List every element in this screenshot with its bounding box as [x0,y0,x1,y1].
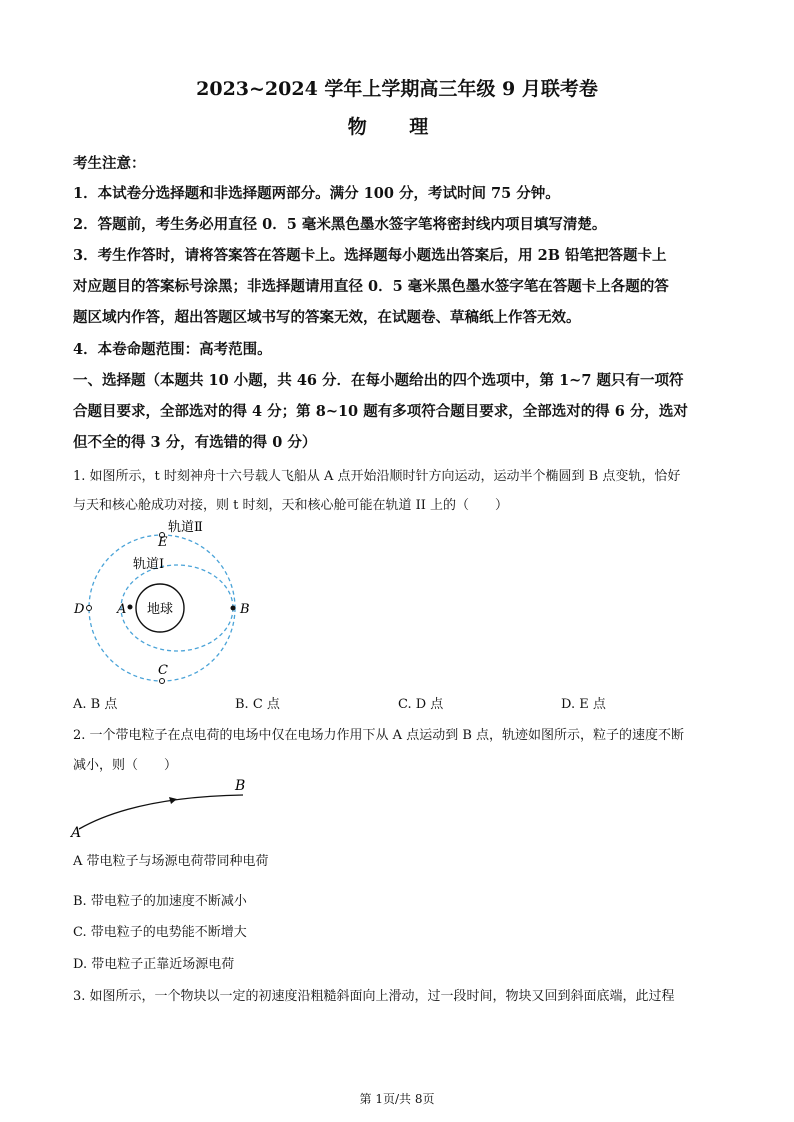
option-c: C. 带电粒子的电势能不断增大 [73,925,247,940]
notes-heading: 考生注意： [73,155,146,172]
label-a: A [71,825,82,841]
option-a: A 带电粒子与场源电荷带同种电荷 [73,854,269,869]
note-item: 题区域内作答，超出答题区域书写的答案无效，在试题卷、草稿纸上作答无效。 [73,309,581,326]
note-item: 1．本试卷分选择题和非选择题两部分。满分 100 分，考试时间 75 分钟。 [73,185,560,202]
question-2-text: 减小，则（ ） [73,758,178,773]
option-b: B. C 点 [235,697,280,712]
label-d: D [74,602,85,617]
orbit-i-label: 轨道Ⅰ [133,557,165,572]
subject-title: 物 理 [347,116,447,138]
orbit-diagram [60,515,290,690]
label-b: B [240,602,250,617]
point-b-marker [231,606,236,611]
earth-label: 地球 [146,602,174,617]
option-d: D. E 点 [561,697,606,712]
trajectory-curve [79,795,243,829]
point-a-marker [128,605,133,610]
orbit-ii-label: 轨道Ⅱ [168,520,203,535]
note-item: 3．考生作答时，请将答案答在答题卡上。选择题每小题选出答案后，用 2B 铅笔把答题卡上 [73,247,667,264]
option-d: D. 带电粒子正靠近场源电荷 [73,957,235,972]
question-2-text: 2. 一个带电粒子在点电荷的电场中仅在电场力作用下从 A 点运动到 B 点，轨迹如图所示，粒子的速度不断 [73,728,685,743]
note-item: 对应题目的答案标号涂黑；非选择题请用直径 0．5 毫米黑色墨水签字笔在答题卡上各题的答 [73,278,669,295]
direction-arrow-icon [169,797,177,804]
label-b: B [235,778,246,794]
option-b: B. 带电粒子的加速度不断减小 [73,894,247,909]
trajectory-diagram [65,775,265,843]
section-instructions: 但不全的得 3 分，有选错的得 0 分） [73,434,317,451]
question-1-text: 与天和核心舱成功对接，则 t 时刻，天和核心舱可能在轨道 II 上的（ ） [73,498,509,513]
point-c-marker [160,679,165,684]
question-3-text: 3. 如图所示，一个物块以一定的初速度沿粗糙斜面向上滑动，过一段时间，物块又回到斜面底端，此过程 [73,989,675,1004]
question-1-text: 1. 如图所示，t 时刻神舟十六号载人飞船从 A 点开始沿顺时针方向运动，运动半个椭圆到 B 点变轨，恰好 [73,469,681,484]
label-a: A [117,602,127,617]
option-c: C. D 点 [398,697,444,712]
page-footer: 第 1页/共 8页 [359,1092,435,1106]
exam-title: 2023~2024 学年上学期高三年级 9 月联考卷 [196,78,598,100]
point-d-marker [87,606,92,611]
section-instructions: 合题目要求，全部选对的得 4 分；第 8~10 题有多项符合题目要求，全部选对的得 6 分，选对 [73,403,688,420]
note-item: 2．答题前，考生务必用直径 0．5 毫米黑色墨水签字笔将密封线内项目填写清楚。 [73,216,607,233]
note-item: 4．本卷命题范围：高考范围。 [73,341,272,358]
section-instructions: 一、选择题（本题共 10 小题，共 46 分．在每小题给出的四个选项中，第 1~7 题只有一项符 [73,372,684,389]
label-e: E [158,535,168,550]
option-a: A. B 点 [73,697,118,712]
label-c: C [158,663,168,678]
